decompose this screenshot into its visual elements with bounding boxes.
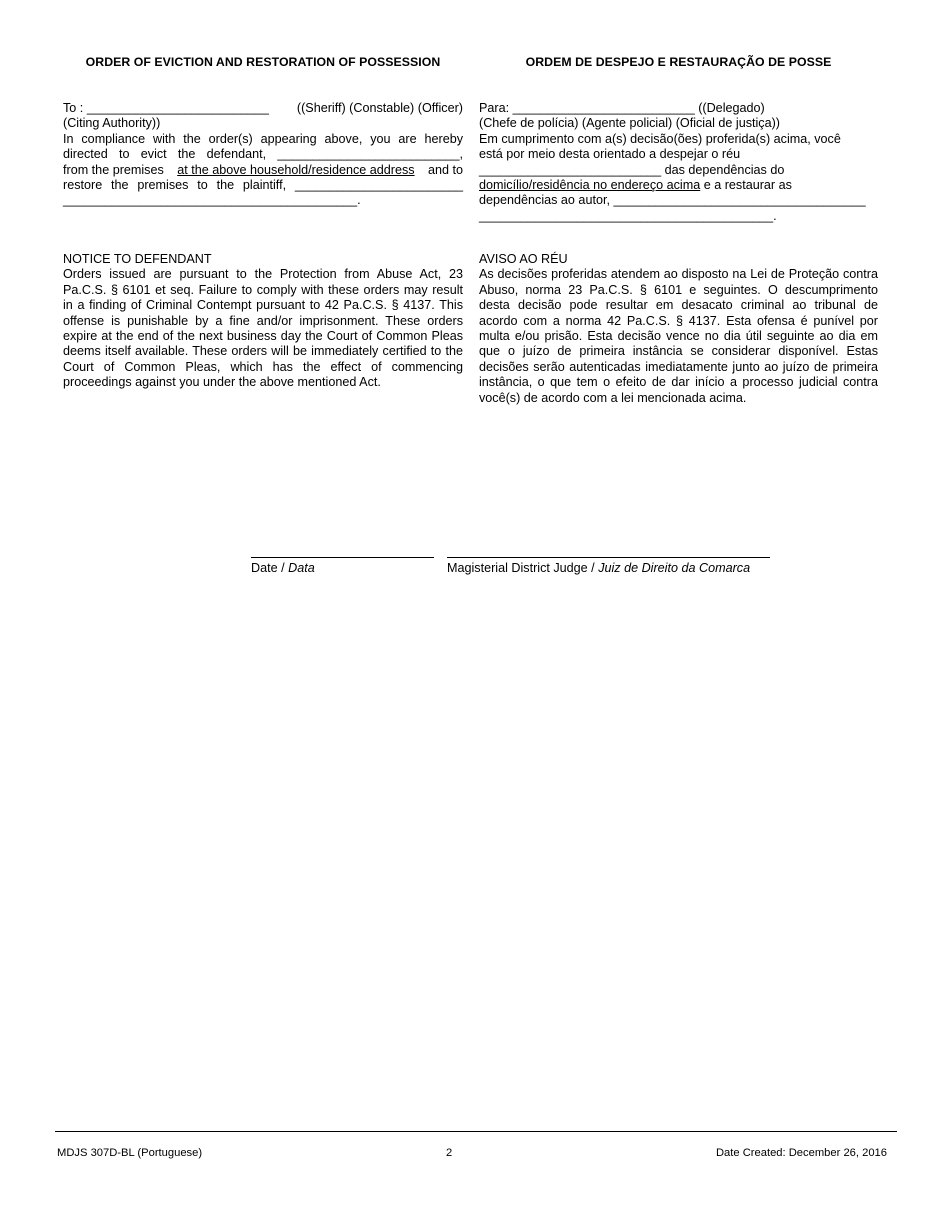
para-line-pt[interactable]: Para: __________________________ ((Delegado) xyxy=(479,101,765,115)
plaintiff-field-pt[interactable]: dependências ao autor, ____________________________________ xyxy=(479,193,866,208)
date-signature-line[interactable] xyxy=(251,557,434,558)
notice-body-en: Orders issued are pursuant to the Protection from Abuse Act, 23 Pa.C.S. § 6101 et seq. Failure to comply with these orders may result in a finding of Criminal Contempt pursuant to 42 Pa.C.S. § 4137. This offense is punishable by a fine and/or imprisonment. These orders expire at the end of the next business day the Court of Common Pleas deems itself available. These orders will be immediately certified to the Court of Common Pleas, which has the effect of commencing proceedings against you under the above mentioned Act. xyxy=(63,267,463,390)
notice-heading-pt: AVISO AO RÉU xyxy=(479,252,568,266)
notice-heading-en: NOTICE TO DEFENDANT xyxy=(63,252,212,266)
officer-name-field[interactable]: __________________________ xyxy=(86,101,269,115)
form-id: MDJS 307D-BL (Portuguese) xyxy=(57,1147,203,1159)
officer-roles-cont: (Citing Authority)) xyxy=(63,116,161,131)
plaintiff-field-cont-pt[interactable]: __________________________________________. xyxy=(479,208,777,223)
page-number: 2 xyxy=(446,1147,453,1159)
eviction-directive-en: In compliance with the order(s) appearing above, you are hereby directed to evict the defendant, __________________________, xyxy=(63,131,463,162)
plaintiff-field-en[interactable]: restore the premises to the plaintiff, ________________________ xyxy=(63,178,463,193)
notice-en xyxy=(63,252,463,391)
premises-line-en: from the premises at the above household/residence address and to xyxy=(63,162,463,177)
plaintiff-field-cont-en[interactable]: __________________________________________. xyxy=(63,193,361,208)
order-title-pt: ORDEM DE DESPEJO E RESTAURAÇÃO DE POSSE xyxy=(525,55,832,69)
judge-label: Magisterial District Judge / Juiz de Direito da Comarca xyxy=(447,561,751,575)
order-body-pt: Para: __________________________ ((Delegado) (Chefe de polícia) (Agente policial) (Oficial de justiça)) Em cumprimento com a(s) decisão(ões) proferida(s) acima, você está por meio desta orientado a despejar o réu __________________________ das dependências do domicílio/residência no endereço acima e a restaurar as dependências ao autor, ____________________________________ __________________________________________. xyxy=(479,101,878,224)
judge-signature-line[interactable] xyxy=(447,557,770,558)
defendant-field-pt[interactable]: __________________________ das dependências do xyxy=(479,162,785,177)
date-label: Date / Data xyxy=(251,561,315,575)
notice-pt xyxy=(479,252,878,406)
to-prefix: To : xyxy=(63,101,84,115)
order-title-en: ORDER OF EVICTION AND RESTORATION OF POSSESSION xyxy=(85,55,441,69)
date-created: Date Created: December 26, 2016 xyxy=(715,1147,887,1159)
footer-divider xyxy=(55,1131,897,1132)
to-line-en xyxy=(63,101,463,116)
notice-body-pt: As decisões proferidas atendem ao disposto na Lei de Proteção contra Abuso, norma 23 Pa.C.S. § 6101 e seguintes. O descumprimento desta decisão pode resultar em desacato criminal ao tribunal de acordo com a norma 42 Pa.C.S. § 4137. Esta ofensa é punível por multa e/ou prisão. Esta decisão vence no dia útil seguinte ao dia em que o juízo de primeira instância se considerar disponível. Estas decisões serão autenticadas imediatamente junto ao juízo de primeira instância, o que tem o efeito de dar início a processo judicial contra você(s) de acordo com a lei mencionada acima. xyxy=(479,267,878,405)
household-address-underlined: at the above household/residence address xyxy=(177,162,415,177)
household-address-underlined-pt: domicílio/residência no endereço acima xyxy=(479,178,701,193)
order-body-en xyxy=(63,101,463,209)
officer-roles: ((Sheriff) (Constable) (Officer) xyxy=(296,101,463,115)
